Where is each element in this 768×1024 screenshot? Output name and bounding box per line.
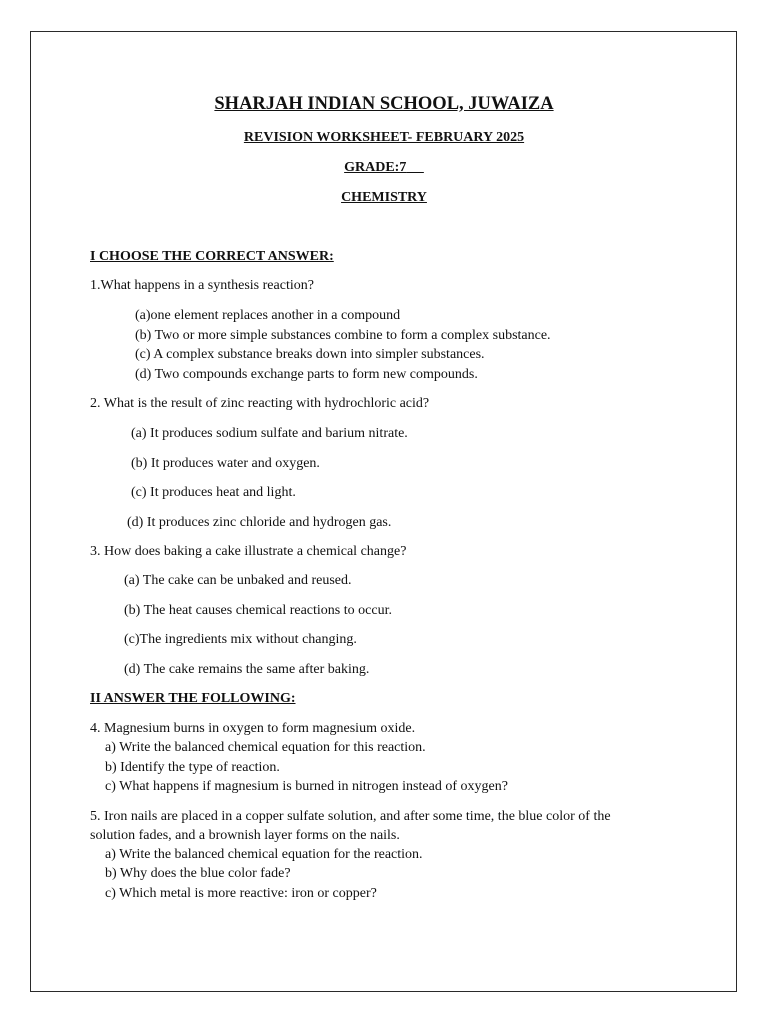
school-name: SHARJAH INDIAN SCHOOL, JUWAIZA (214, 94, 554, 114)
grade-text: GRADE:7 (344, 160, 407, 175)
q4-part-c: c) What happens if magnesium is burned in nitrogen instead of oxygen? (105, 779, 508, 794)
grade-label (0, 159, 768, 177)
q5-part-a: a) Write the balanced chemical equation for the reaction. (105, 847, 423, 862)
section-1-title: I CHOOSE THE CORRECT ANSWER: (90, 249, 334, 264)
question-1: 1.What happens in a synthesis reaction? (90, 278, 314, 293)
q1-option-b: (b) Two or more simple substances combine to form a complex substance. (135, 328, 551, 343)
worksheet-title: REVISION WORKSHEET- FEBRUARY 2025 (243, 130, 525, 145)
q4-part-b: b) Identify the type of reaction. (105, 760, 280, 775)
q1-option-c: (c) A complex substance breaks down into simpler substances. (135, 347, 485, 362)
q2-option-a: (a) It produces sodium sulfate and barium nitrate. (131, 426, 408, 441)
q2-option-b: (b) It produces water and oxygen. (131, 456, 320, 471)
q4-part-a: a) Write the balanced chemical equation for this reaction. (105, 740, 426, 755)
q1-option-d: (d) Two compounds exchange parts to form new compounds. (135, 367, 478, 382)
q5-part-b: b) Why does the blue color fade? (105, 866, 291, 881)
q3-option-b: (b) The heat causes chemical reactions to occur. (124, 603, 392, 618)
question-4: 4. Magnesium burns in oxygen to form magnesium oxide. (90, 721, 416, 736)
question-3: 3. How does baking a cake illustrate a chemical change? (90, 544, 407, 559)
question-5-line-2: solution fades, and a brownish layer forms on the nails. (90, 828, 400, 843)
section-2-title: II ANSWER THE FOLLOWING: (90, 691, 296, 706)
question-5-line-1: 5. Iron nails are placed in a copper sulfate solution, and after some time, the blue color of the (90, 809, 611, 824)
q2-option-d: (d) It produces zinc chloride and hydrogen gas. (127, 515, 392, 530)
q5-part-c: c) Which metal is more reactive: iron or copper? (105, 886, 377, 901)
subject-title: CHEMISTRY (341, 190, 427, 205)
grade-underline-space (406, 160, 424, 175)
q2-option-c: (c) It produces heat and light. (131, 485, 296, 500)
q1-option-a: (a)one element replaces another in a compound (135, 308, 401, 323)
q3-option-d: (d) The cake remains the same after baking. (124, 662, 370, 677)
question-2: 2. What is the result of zinc reacting with hydrochloric acid? (90, 396, 430, 411)
q3-option-c: (c)The ingredients mix without changing. (124, 632, 357, 647)
q3-option-a: (a) The cake can be unbaked and reused. (124, 573, 352, 588)
